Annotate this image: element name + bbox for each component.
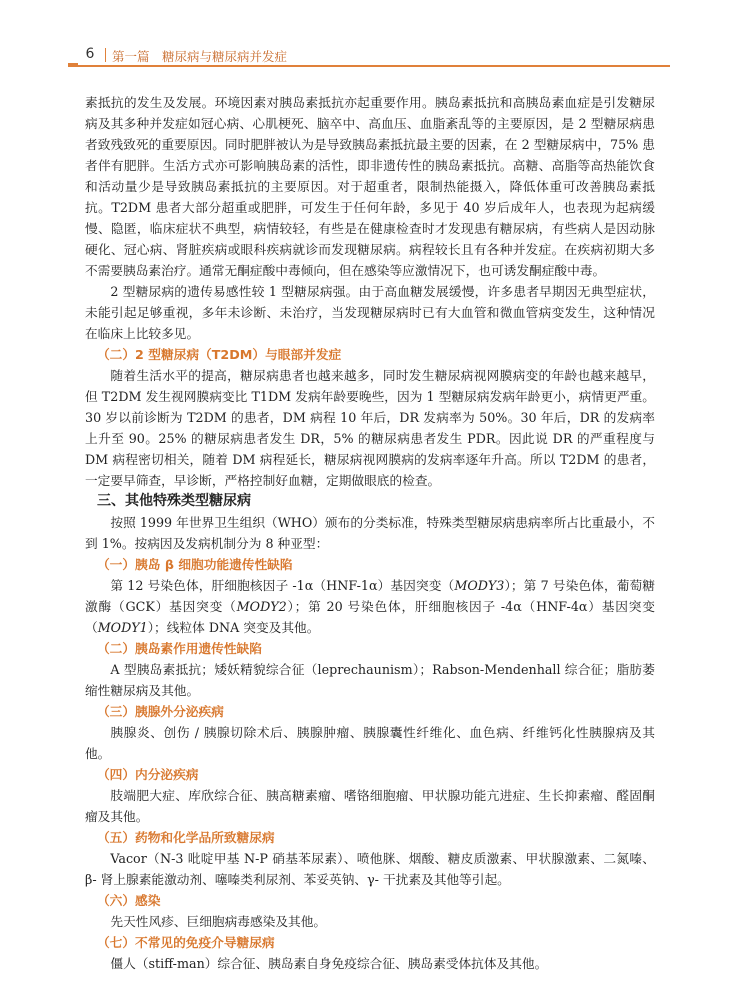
subheading-drugs: （五）药物和化学品所致糖尿病 [97,830,275,845]
book-title: 糖尿病与糖尿病并发症 [162,49,288,64]
subheading-insulin-action: （二）胰岛素作用遗传性缺陷 [97,641,262,656]
subheading-exocrine: （三）胰腺外分泌疾病 [97,704,224,719]
paragraph-drugs: Vacor（N-3 吡啶甲基 N-P 硝基苯尿素）、喷他脒、烟酸、糖皮质激素、甲状腺激素、二氮嗪、β- 肾上腺素能激动剂、噻嗪类利尿剂、苯妥英钠、γ- 干扰素及其他等引起。 [85,851,655,887]
section-heading-3: 三、其他特殊类型糖尿病 [97,493,251,509]
paragraph-2: 2 型糖尿病的遗传易感性较 1 型糖尿病强。由于高血糖发展缓慢，许多患者早期因无典型症状，未能引起足够重视，多年未诊断、未治疗，当发现糖尿病时已有大血管和微血管病变发生，这种情况在临床上比较多见。 [85,284,655,341]
gene-mody3: MODY3 [454,578,505,593]
paragraph-immune: 僵人（stiff-man）综合征、胰岛素自身免疫综合征、胰岛素受体抗体及其他。 [110,956,548,971]
subheading-infection: （六）感染 [97,893,161,908]
paragraph-4: 按照 1999 年世界卫生组织（WHO）颁布的分类标准，特殊类型糖尿病患病率所占比重最小，不到 1%。按病因及发病机制分为 8 种亚型： [85,515,655,551]
gene-mody1: MODY1 [97,620,148,635]
header-accent-bar [68,63,78,66]
subheading-endocrine: （四）内分泌疾病 [97,767,199,782]
text-run: ）；第 20 号染色体，肝细胞核因子 -4α（HNF-4α）基因突变（ [85,599,655,635]
subheading-t2dm-eye: （二）2 型糖尿病（T2DM）与眼部并发症 [97,347,342,362]
header-rule [68,65,670,67]
paragraph-1: 素抵抗的发生及发展。环境因素对胰岛素抵抗亦起重要作用。胰岛素抵抗和高胰岛素血症是引发糖尿病及其多种并发症如冠心病、心肌梗死、脑卒中、高血压、血脂紊乱等的主要原因，是 2 型糖尿病患者致残致死的重要原因。同时肥胖被认为是导致胰岛素抵抗最主要的因素，在 2 型糖尿病中，75% 患者伴有肥胖。生活方式亦可影响胰岛素的活性，即非遗传性的胰岛素抵抗。高糖、高脂等高热能饮食和活动量少是导致胰岛素抵抗的主要原因。对于超重者，限制热能摄入，降低体重可改善胰岛素抵抗。T2DM 患者大部分超重或肥胖，可发生于任何年龄，多见于 40 岁后成年人，也表现为起病缓慢、隐匿，临床症状不典型，病情较轻，有些是在健康检查时才发现患有糖尿病，有些病人是因动脉硬化、冠心病、肾脏疾病或眼科疾病就诊而发现糖尿病。病程较长且有各种并发症。在疾病初期大多不需要胰岛素治疗。通常无酮症酸中毒倾向，但在感染等应激情况下，也可诱发酮症酸中毒。 [85,95,655,278]
text-run: ）；线粒体 DNA 突变及其他。 [147,620,320,635]
part-label: 第一篇 [112,49,150,64]
paragraph-beta-cell [85,575,655,638]
subheading-immune: （七）不常见的免疫介导糖尿病 [97,935,275,950]
text-run: ）；第 7 号染色体，葡萄糖激酶（GCK）基因突变（ [85,578,655,614]
page-header [0,44,730,74]
paragraph-infection: 先天性风疹、巨细胞病毒感染及其他。 [110,914,327,929]
subheading-beta-cell: （一）胰岛 β 细胞功能遗传性缺陷 [97,557,293,572]
text-run: 第 12 号染色体，肝细胞核因子 -1α（HNF-1α）基因突变（ [110,578,455,593]
paragraph-insulin-action: A 型胰岛素抵抗；矮妖精貌综合征（leprechaunism）；Rabson-Mendenhall 综合征；脂肪萎缩性糖尿病及其他。 [85,662,655,698]
page-number: 6 [78,46,102,62]
paragraph-endocrine: 肢端肥大症、库欣综合征、胰高糖素瘤、嗜铬细胞瘤、甲状腺功能亢进症、生长抑素瘤、醛固酮瘤及其他。 [85,788,655,824]
gene-mody2: MODY2 [236,599,287,614]
paragraph-3: 随着生活水平的提高，糖尿病患者也越来越多，同时发生糖尿病视网膜病变的年龄也越来越早，但 T2DM 发生视网膜病变比 T1DM 发病年龄要晚些，因为 1 型糖尿病发病年龄更小，病情更严重。30 岁以前诊断为 T2DM 的患者，DM 病程 10 年后，DR 发病率为 50%。30 年后，DR 的发病率上升至 90。25% 的糖尿病患者发生 DR，5% 的糖尿病患者发生 PDR。因此说 DR 的严重程度与 DM 病程密切相关，随着 DM 病程延长，糖尿病视网膜病的发病率逐年升高。所以 T2DM 的患者，一定要早筛查，早诊断，严格控制好血糖，定期做眼底的检查。 [85,368,655,488]
running-title [112,47,293,65]
header-separator [105,48,106,62]
page-body [85,92,655,974]
paragraph-exocrine: 胰腺炎、创伤 / 胰腺切除术后、胰腺肿瘤、胰腺囊性纤维化、血色病、纤维钙化性胰腺病及其他。 [85,725,655,761]
